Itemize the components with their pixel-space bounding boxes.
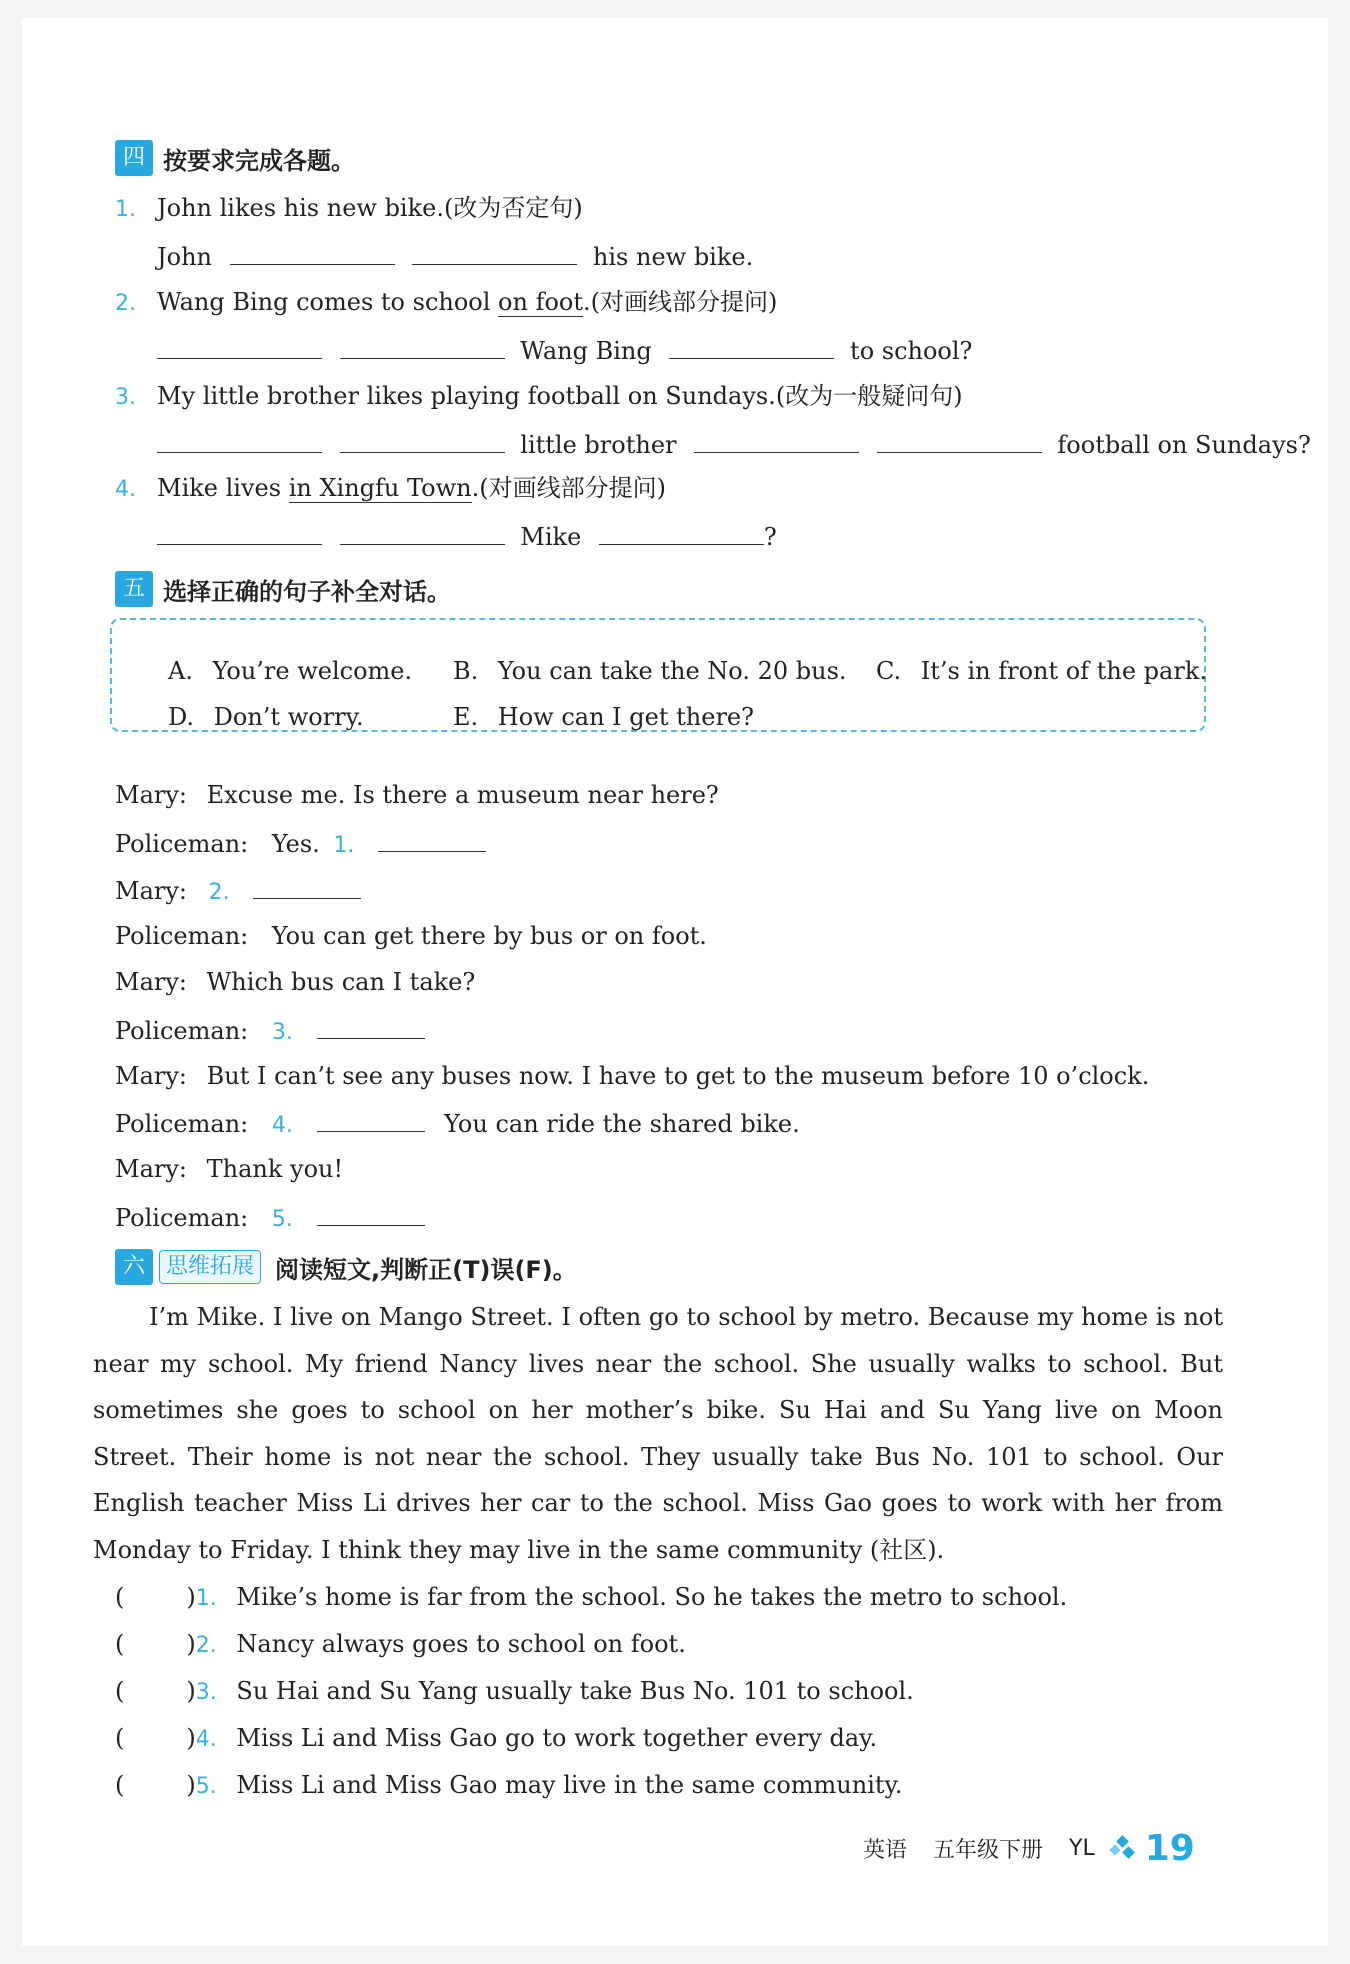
judge-item [115,1675,914,1708]
answer-slot[interactable] [124,1581,186,1605]
dialogue-line [115,1201,425,1235]
paren-close: ) [186,1583,196,1611]
question-3-text [157,381,963,411]
option-text: How can I get there? [497,703,754,731]
dialogue-text: Excuse me. Is there a museum near here? [206,781,719,809]
answer-slot[interactable] [124,1722,186,1746]
section-title: 选择正确的句子补全对话。 [163,577,451,606]
paren-close: ) [186,1724,196,1752]
speaker: Policeman: [115,1204,249,1232]
paren-open: ( [115,1771,125,1799]
question-3 [115,381,136,413]
speaker: Policeman: [115,1017,249,1045]
paren-open: ( [115,1677,125,1705]
option-label: A. [168,657,193,685]
page-number: 19 [1144,1828,1195,1869]
answer-blank[interactable] [340,520,505,545]
paren-close: ) [186,1771,196,1799]
item-number: 1. [195,1586,217,1611]
option-label: B. [453,657,479,685]
item-text: Miss Li and Miss Gao go to work together every day. [236,1724,878,1752]
speaker: Mary: [115,1155,187,1183]
option-c [876,656,1207,686]
answer-text: John [157,243,212,271]
paren-close: ) [186,1677,196,1705]
judge-item [115,1628,686,1661]
blank-number: 4. [271,1113,293,1138]
item-number: 5. [195,1774,217,1799]
question-instruction: (对画线部分提问) [590,288,778,316]
question-4 [115,473,136,505]
option-text: Don’t worry. [213,703,364,731]
answer-text: his new bike. [592,243,754,271]
answer-line-1 [157,240,753,272]
question-sentence: Wang Bing comes to school [157,288,499,316]
section-number-badge: 四 [115,140,153,176]
option-label: D. [168,703,195,731]
answer-blank[interactable] [317,1201,425,1226]
section-5-header [115,571,451,607]
answer-blank[interactable] [317,1107,425,1132]
answer-blank[interactable] [253,874,361,899]
speaker: Mary: [115,1062,187,1090]
answer-blank[interactable] [230,240,395,265]
option-a [168,656,412,686]
answer-text: ? [763,523,777,551]
diamond-icon [1109,1835,1137,1863]
question-sentence-end: . [583,288,591,316]
question-number: 2. [115,291,136,316]
item-text: Nancy always goes to school on foot. [236,1630,686,1658]
blank-number: 3. [271,1020,293,1045]
question-2 [115,287,136,319]
answer-slot[interactable] [124,1675,186,1699]
answer-blank[interactable] [378,827,486,852]
thinking-extension-tag: 思维拓展 [159,1250,261,1284]
option-d [168,702,364,732]
dialogue-text: But I can’t see any buses now. I have to get to the museum before 10 o’clock. [206,1062,1150,1090]
question-sentence: John likes his new bike. [157,194,444,222]
dialogue-line [115,780,719,810]
item-text: Miss Li and Miss Gao may live in the same community. [236,1771,903,1799]
blank-number: 5. [271,1207,293,1232]
speaker: Policeman: [115,830,249,858]
option-text: You’re welcome. [212,657,413,685]
dialogue-text: Yes. [271,830,320,858]
question-instruction: (改为否定句) [443,194,583,222]
answer-blank[interactable] [157,334,322,359]
section-title: 阅读短文,判断正(T)误(F)。 [275,1255,577,1284]
option-label: E. [453,703,479,731]
answer-text: Wang Bing [520,337,652,365]
dialogue-line [115,874,361,908]
dialogue-line [115,827,486,861]
answer-blank[interactable] [877,428,1042,453]
dialogue-text: Thank you! [206,1155,344,1183]
dialogue-line [115,1154,343,1184]
item-number: 4. [195,1727,217,1752]
option-e [453,702,754,732]
question-sentence-end: . [471,474,480,502]
answer-blank[interactable] [694,428,859,453]
page-footer [863,1828,1195,1869]
judge-item [115,1722,877,1755]
speaker: Mary: [115,781,187,809]
section-title: 按要求完成各题。 [163,146,355,175]
section-4-header [115,140,355,176]
underlined-phrase: on foot [498,288,584,316]
answer-slot[interactable] [124,1628,186,1652]
judge-item [115,1769,903,1802]
answer-blank[interactable] [340,428,505,453]
answer-line-2 [157,334,972,366]
question-number: 4. [115,477,136,502]
footer-subject: 英语 [863,1838,908,1863]
answer-blank[interactable] [157,428,322,453]
blank-number: 2. [208,880,230,905]
question-number: 3. [115,385,136,410]
footer-grade: 五年级下册 [933,1838,1044,1863]
paren-open: ( [115,1583,125,1611]
section-number-badge: 六 [115,1249,153,1285]
question-2-text [157,287,777,317]
item-text: Mike’s home is far from the school. So he takes the metro to school. [236,1583,1068,1611]
paren-open: ( [115,1630,125,1658]
blank-number: 1. [333,833,355,858]
footer-edition: YL [1069,1836,1095,1861]
dialogue-text: Which bus can I take? [206,968,476,996]
answer-text: football on Sundays? [1057,431,1311,459]
reading-passage: I’m Mike. I live on Mango Street. I often go to school by metro. Because my home is not near my school. My friend Nancy lives near the school. She usually walks to school. But sometimes she goes to school on her mother’s bike. Su Hai and Su Yang live on Moon Street. Their home is not near the school. They usually take Bus No. 101 to school. Our English teacher Miss Li drives her car to the school. Miss Gao goes to work with her from Monday to Friday. I think they may live in the same community (社区). [93,1303,1223,1564]
judge-item [115,1581,1067,1614]
item-text: Su Hai and Su Yang usually take Bus No. 101 to school. [236,1677,914,1705]
answer-slot[interactable] [124,1769,186,1793]
answer-blank[interactable] [317,1014,425,1039]
paren-open: ( [115,1724,125,1752]
question-sentence: My little brother likes playing football on Sundays. [157,382,776,410]
section-number-badge: 五 [115,571,153,607]
dialogue-line [115,1061,1149,1091]
dialogue-line [115,967,475,997]
answer-blank[interactable] [669,334,834,359]
answer-text: to school? [850,337,973,365]
question-instruction: (改为一般疑问句) [775,382,963,410]
dialogue-text: You can ride the shared bike. [444,1110,800,1138]
answer-text: little brother [520,431,677,459]
answer-line-3 [157,428,1311,460]
question-number: 1. [115,197,136,222]
answer-blank[interactable] [157,520,322,545]
dialogue-line [115,1107,800,1141]
question-1-text [157,193,583,223]
answer-blank[interactable] [599,520,764,545]
answer-blank[interactable] [340,334,505,359]
speaker: Policeman: [115,922,249,950]
question-instruction: (对画线部分提问) [479,474,666,502]
answer-text: Mike [520,523,582,551]
speaker: Policeman: [115,1110,249,1138]
answer-blank[interactable] [412,240,577,265]
speaker: Mary: [115,968,187,996]
item-number: 2. [195,1633,217,1658]
question-4-text [157,473,666,503]
paren-close: ) [186,1630,196,1658]
option-text: It’s in front of the park. [920,657,1207,685]
underlined-phrase: in Xingfu Town [288,474,472,502]
dialogue-line [115,921,707,951]
dialogue-line [115,1014,425,1048]
option-label: C. [876,657,902,685]
question-1 [115,193,136,225]
section-6-header [115,1249,577,1285]
option-text: You can take the No. 20 bus. [497,657,847,685]
question-sentence: Mike lives [157,474,289,502]
option-b [453,656,847,686]
answer-line-4 [157,520,777,552]
speaker: Mary: [115,877,187,905]
item-number: 3. [195,1680,217,1705]
dialogue-text: You can get there by bus or on foot. [271,922,707,950]
